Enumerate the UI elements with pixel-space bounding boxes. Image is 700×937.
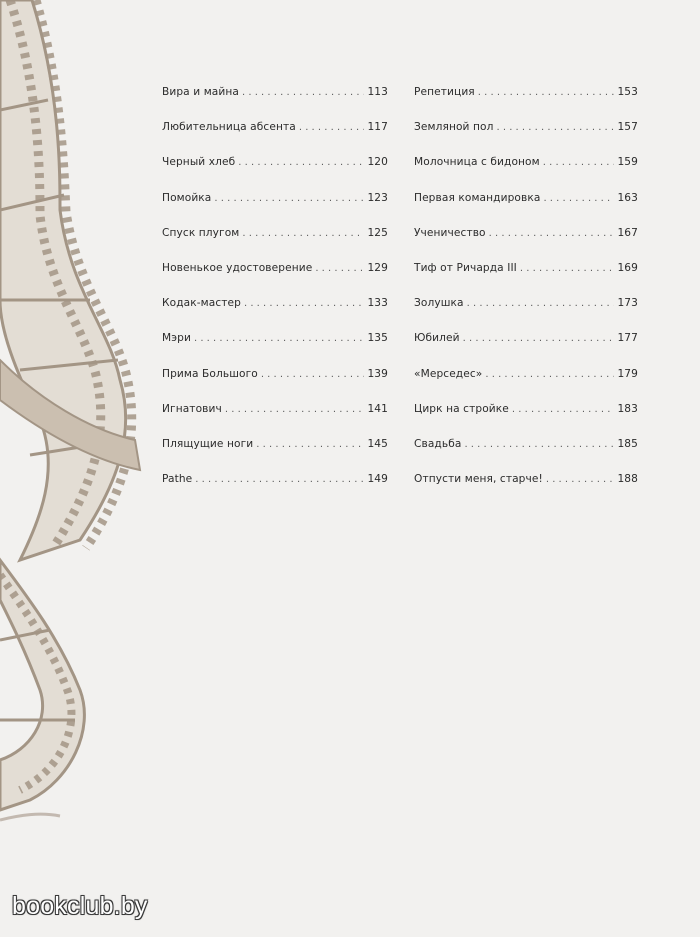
toc-page-number: 149: [367, 473, 388, 486]
dot-leader: [225, 398, 365, 422]
dot-leader: [489, 222, 615, 246]
toc-page-number: 113: [367, 86, 388, 98]
dot-leader: [195, 468, 364, 492]
toc-entry[interactable]: [414, 256, 638, 291]
toc-title: Помойка: [162, 191, 212, 204]
toc-title: Репетиция: [414, 86, 475, 98]
dot-leader: [238, 151, 364, 175]
toc-title: Отпусти меня, старче!: [414, 473, 543, 486]
toc-column-left: [162, 80, 388, 502]
toc-entry[interactable]: [162, 397, 388, 432]
toc-entry[interactable]: [414, 397, 638, 432]
dot-leader: [496, 116, 614, 140]
toc-page-number: 139: [367, 367, 388, 380]
dot-leader: [478, 81, 615, 105]
toc-page-number: 185: [617, 437, 638, 450]
toc-entry[interactable]: [162, 362, 388, 397]
toc-entry[interactable]: [414, 362, 638, 397]
dot-leader: [512, 398, 615, 422]
toc-page-number: 183: [617, 402, 638, 415]
toc-entry[interactable]: [162, 186, 388, 221]
toc-title: Земляной пол: [414, 121, 494, 134]
dot-leader: [315, 257, 364, 281]
toc-page-number: 129: [367, 261, 388, 274]
toc-column-right: [414, 80, 638, 502]
toc-page-number: 125: [367, 226, 388, 239]
toc-entry[interactable]: [162, 150, 388, 185]
toc-title: Игнатович: [162, 402, 222, 415]
dot-leader: [546, 468, 615, 492]
toc-entry[interactable]: [162, 256, 388, 291]
toc-page-number: 145: [367, 437, 388, 450]
toc-page-number: 179: [617, 367, 638, 380]
toc-page-number: 120: [367, 156, 388, 169]
toc-entry[interactable]: [162, 326, 388, 361]
toc-title: Молочница с бидоном: [414, 156, 540, 169]
toc-title: «Мерседес»: [414, 367, 483, 380]
toc-title: Pathe: [162, 473, 193, 486]
toc-page-number: 117: [367, 121, 388, 134]
toc-title: Вира и майна: [162, 86, 239, 98]
toc-page-number: 159: [617, 156, 638, 169]
toc-entry[interactable]: [162, 291, 388, 326]
dot-leader: [242, 222, 364, 246]
dot-leader: [485, 363, 614, 387]
toc-entry[interactable]: [414, 432, 638, 467]
toc-page-number: 153: [617, 86, 638, 98]
toc-entry[interactable]: [414, 291, 638, 326]
dot-leader: [543, 151, 615, 175]
toc-page-number: 133: [367, 297, 388, 310]
toc-page-number: 167: [617, 226, 638, 239]
toc-entry[interactable]: [162, 80, 388, 115]
dot-leader: [299, 116, 365, 140]
toc-title: Кодак-мастер: [162, 297, 241, 310]
toc-title: Юбилей: [414, 332, 460, 345]
toc-entry[interactable]: [414, 150, 638, 185]
toc-title: Первая командировка: [414, 191, 541, 204]
toc-entry[interactable]: [414, 326, 638, 361]
toc-title: Золушка: [414, 297, 464, 310]
dot-leader: [520, 257, 615, 281]
dot-leader: [214, 187, 364, 211]
toc-page-number: 169: [617, 261, 638, 274]
toc-title: Спуск плугом: [162, 226, 240, 239]
toc-page-number: 163: [617, 191, 638, 204]
toc-entry[interactable]: [414, 186, 638, 221]
toc-page-number: 157: [617, 121, 638, 134]
toc-title: Новенькое удостоверение: [162, 261, 313, 274]
dot-leader: [261, 363, 365, 387]
dot-leader: [242, 81, 364, 105]
toc-title: Мэри: [162, 332, 191, 345]
toc-entry[interactable]: [162, 221, 388, 256]
dot-leader: [256, 433, 364, 457]
toc-title: Прима Большого: [162, 367, 258, 380]
toc-entry[interactable]: [414, 115, 638, 150]
dot-leader: [463, 327, 615, 351]
dot-leader: [464, 433, 614, 457]
toc-title: Черный хлеб: [162, 156, 236, 169]
toc-title: Любительница абсента: [162, 121, 296, 134]
toc-page-number: 135: [367, 332, 388, 345]
toc-page-number: 188: [617, 473, 638, 486]
toc-entry[interactable]: [414, 80, 638, 115]
dot-leader: [467, 292, 615, 316]
toc-entry[interactable]: [162, 115, 388, 150]
dot-leader: [194, 327, 365, 351]
toc-title: Ученичество: [414, 226, 486, 239]
toc-entry[interactable]: [414, 467, 638, 502]
toc-page-number: 141: [367, 402, 388, 415]
toc-title: Тиф от Ричарда III: [414, 261, 517, 274]
toc-entry[interactable]: [414, 221, 638, 256]
dot-leader: [244, 292, 365, 316]
toc-page-number: 173: [617, 297, 638, 310]
toc-entry[interactable]: [162, 467, 388, 502]
toc-page-number: 123: [367, 191, 388, 204]
toc-page-number: 177: [617, 332, 638, 345]
toc-title: Цирк на стройке: [414, 402, 509, 415]
toc-title: Свадьба: [414, 437, 462, 450]
dot-leader: [543, 187, 614, 211]
site-watermark: bookclub.by: [12, 892, 148, 920]
toc-entry[interactable]: [162, 432, 388, 467]
toc-title: Плящущие ноги: [162, 437, 254, 450]
